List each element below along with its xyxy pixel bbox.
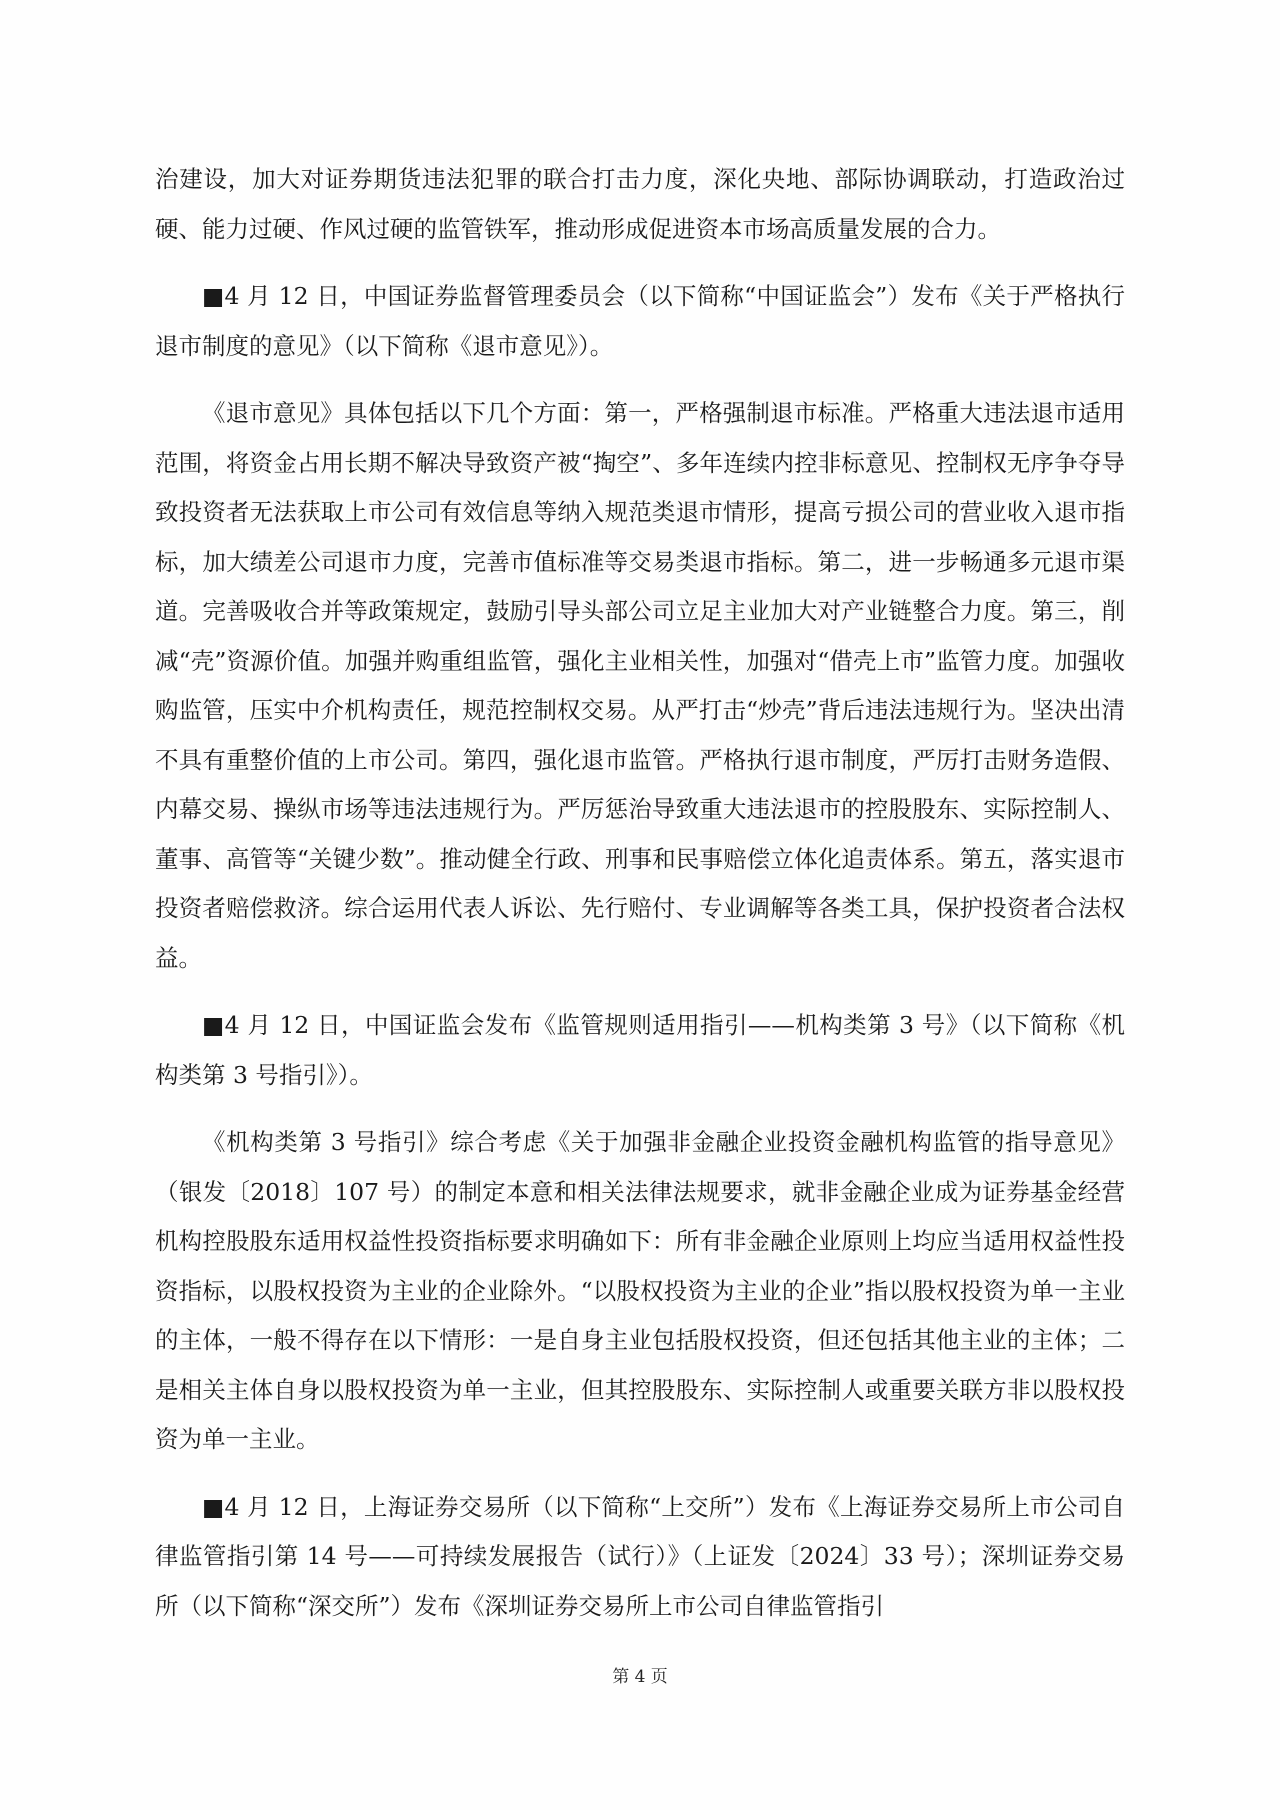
paragraph-exchange-sustainability-notice: ■4 月 12 日，上海证券交易所（以下简称“上交所”）发布《上海证券交易所上市公司自律监管指引第 14 号——可持续发展报告（试行）》（上证发〔2024〕33 号）；深圳证券交易所（以下简称“深交所”）发布《深圳证券交易所上市公司自律监管指引 [155,1492,1125,1620]
paragraph-institution-guideline-notice: ■4 月 12 日，中国证监会发布《监管规则适用指引——机构类第 3 号》（以下简称《机构类第 3 号指引》）。 [155,1011,1125,1089]
document-body [155,155,1125,1649]
paragraph-delisting-opinion-notice: ■4 月 12 日，中国证券监督管理委员会（以下简称“中国证监会”）发布《关于严格执行退市制度的意见》（以下简称《退市意见》）。 [155,282,1125,360]
paragraph-continuation: 治建设，加大对证券期货违法犯罪的联合打击力度，深化央地、部际协调联动，打造政治过硬、能力过硬、作风过硬的监管铁军，推动形成促进资本市场高质量发展的合力。 [155,165,1125,243]
paragraph-delisting-opinion-details: 《退市意见》具体包括以下几个方面：第一，严格强制退市标准。严格重大违法退市适用范围，将资金占用长期不解决导致资产被“掏空”、多年连续内控非标意见、控制权无序争夺导致投资者无法获取上市公司有效信息等纳入规范类退市情形，提高亏损公司的营业收入退市指标，加大绩差公司退市力度，完善市值标准等交易类退市指标。第二，进一步畅通多元退市渠道。完善吸收合并等政策规定，鼓励引导头部公司立足主业加大对产业链整合力度。第三，削减“壳”资源价值。加强并购重组监管，强化主业相关性，加强对“借壳上市”监管力度。加强收购监管，压实中介机构责任，规范控制权交易。从严打击“炒壳”背后违法违规行为。坚决出清不具有重整价值的上市公司。第四，强化退市监管。严格执行退市制度，严厉打击财务造假、内幕交易、操纵市场等违法违规行为。严厉惩治导致重大违法退市的控股股东、实际控制人、董事、高管等“关键少数”。推动健全行政、刑事和民事赔偿立体化追责体系。第五，落实退市投资者赔偿救济。综合运用代表人诉讼、先行赔付、专业调解等各类工具，保护投资者合法权益。 [155,399,1125,972]
paragraph-institution-guideline-details: 《机构类第 3 号指引》综合考虑《关于加强非金融企业投资金融机构监管的指导意见》（银发〔2018〕107 号）的制定本意和相关法律法规要求，就非金融企业成为证券基金经营机构控股股东适用权益性投资指标要求明确如下：所有非金融企业原则上均应当适用权益性投资指标，以股权投资为主业的企业除外。“以股权投资为主业的企业”指以股权投资为单一主业的主体，一般不得存在以下情形：一是自身主业包括股权投资，但还包括其他主业的主体；二是相关主体自身以股权投资为单一主业，但其控股股东、实际控制人或重要关联方非以股权投资为单一主业。 [155,1128,1125,1453]
page-number: 第 4 页 [612,1667,668,1687]
